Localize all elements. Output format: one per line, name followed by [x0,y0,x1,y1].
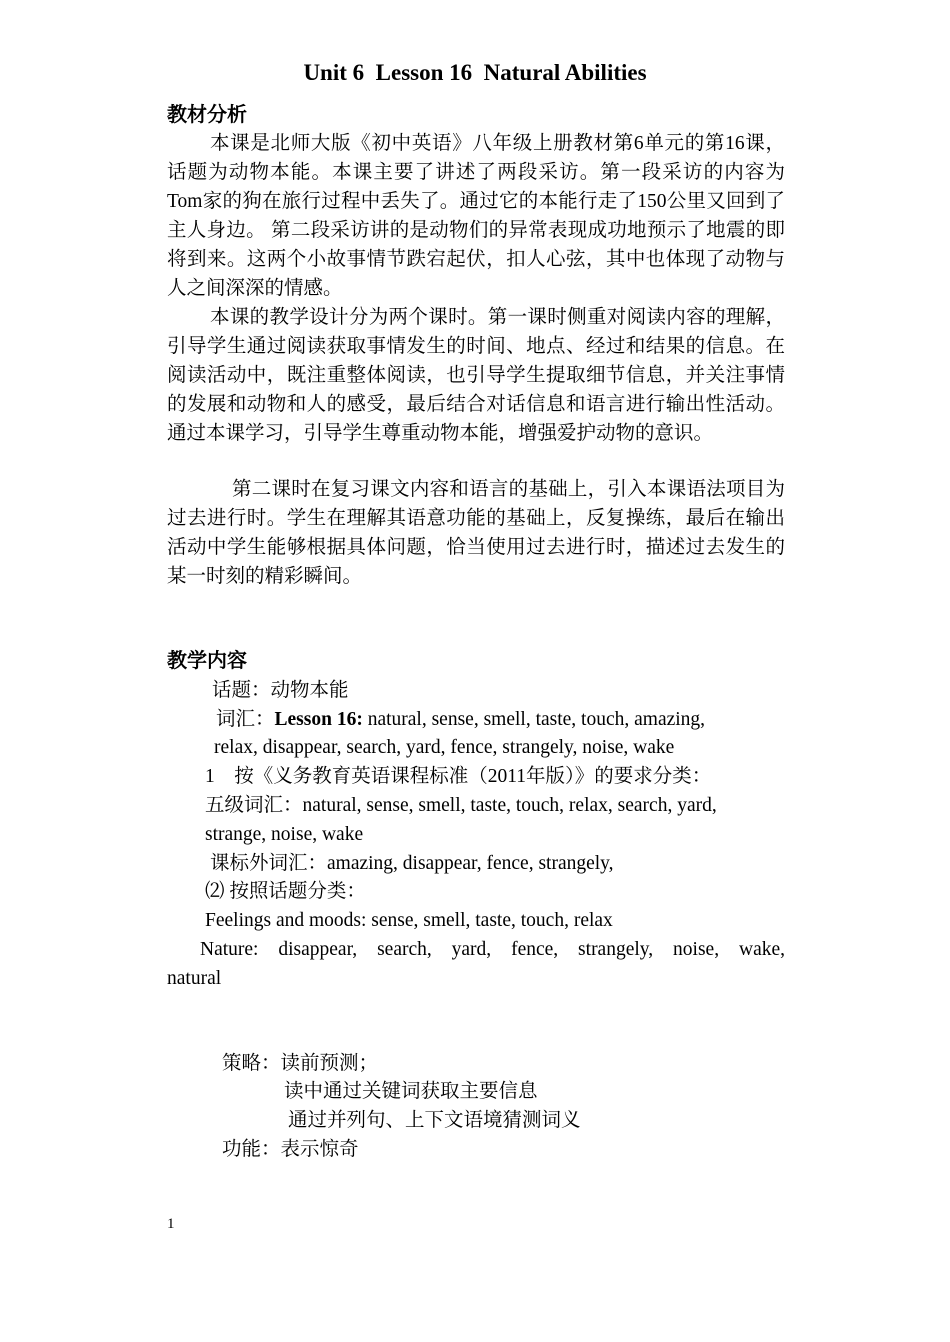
vocab-line [216,706,705,734]
analysis-paragraph-3: 第二课时在复习课文内容和语言的基础上，引入本课语法项目为过去进行时。学生在理解其语意功能的基础上，反复操练，最后在输出活动中学生能够根据具体问题，恰当使用过去进行时，描述过去发生的某一时刻的精彩瞬间。 [167,479,785,587]
nature-line-2: natural [167,968,222,989]
analysis-paragraph-1: 本课是北师大版《初中英语》八年级上册教材第6单元的第16课，话题为动物本能。本课主要了讲述了两段采访。第一段采访的内容为Tom家的狗在旅行过程中丢失了。通过它的本能行走了150公里又回到了主人身边。 第二段采访讲的是动物们的异常表现成功地预示了地震的即将到来。这两个小故事情节跌宕起伏，扣人心弦，其中也体现了动物与人之间深深的情感。 [167,133,785,299]
page-number: 1 [167,1216,175,1232]
vocab-prefix: 词汇： [216,709,275,730]
feelings-line: Feelings and moods: sense, smell, taste, touch, relax [205,910,613,931]
extra-vocab-line: 课标外词汇：amazing, disappear, fence, strangely, [210,853,614,874]
analysis-heading: 教材分析 [167,104,247,126]
strategy-item-2: 通过并列句、上下文语境猜测词义 [288,1110,581,1131]
document-title: Unit 6 Lesson 16 Natural Abilities [303,60,647,85]
strategy-line: 策略：读前预测； [222,1053,379,1074]
vocab-words-1: natural, sense, smell, taste, touch, amazing, [362,709,706,730]
analysis-paragraph-2: 本课的教学设计分为两个课时。第一课时侧重对阅读内容的理解，引导学生通过阅读获取事情发生的时间、地点、经过和结果的信息。在阅读活动中，既注重整体阅读，也引导学生提取细节信息，并关注事情的发展和动物和人的感受，最后结合对话信息和语言进行输出性活动。通过本课学习，引导学生尊重动物本能，增强爱护动物的意识。 [167,307,785,444]
vocab-lesson-label: Lesson 16: [274,709,363,730]
level5-vocab-line-2: strange, noise, wake [205,824,364,845]
topic-line: 话题：动物本能 [212,680,349,701]
function-line: 功能：表示惊奇 [222,1139,359,1160]
level5-vocab-line: 五级词汇：natural, sense, smell, taste, touch, relax, search, yard, [205,795,717,816]
classify-standard-line: 1 按《义务教育英语课程标准（2011年版）》的要求分类： [205,766,712,787]
nature-line: Nature: disappear, search, yard, fence, strangely, noise, wake, [200,939,785,960]
strategy-item-1: 读中通过关键词获取主要信息 [284,1081,538,1102]
content-heading: 教学内容 [167,650,247,672]
classify-topic-line: ⑵ 按照话题分类： [205,881,366,902]
vocab-words-2: relax, disappear, search, yard, fence, strangely, noise, wake [214,737,675,758]
